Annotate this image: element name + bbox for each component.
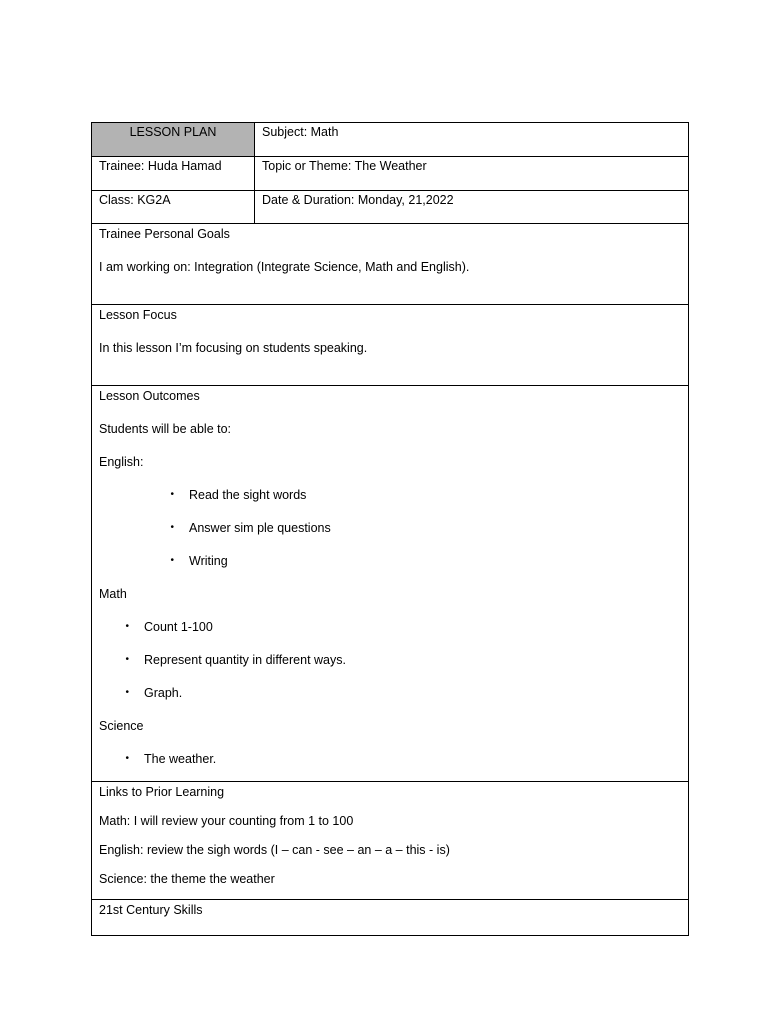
- english-item-text: Read the sight words: [189, 488, 307, 502]
- links-math: Math: I will review your counting from 1 to 100: [99, 814, 354, 828]
- skills-heading: 21st Century Skills: [99, 903, 203, 917]
- focus-row: [92, 305, 688, 386]
- lesson-plan-table: [91, 122, 689, 936]
- focus-heading: Lesson Focus: [99, 308, 177, 322]
- bullet-icon: •: [125, 753, 129, 764]
- list-item: [99, 652, 346, 668]
- science-item-text: The weather.: [144, 752, 217, 766]
- links-row: [92, 782, 688, 900]
- math-item-text: Represent quantity in different ways.: [144, 653, 346, 667]
- topic-cell: Topic or Theme: The Weather: [262, 159, 427, 173]
- date-duration-cell: Date & Duration: Monday, 21,2022: [262, 193, 454, 207]
- bullet-icon: •: [170, 555, 174, 566]
- english-heading: English:: [99, 455, 144, 469]
- goals-row: [92, 224, 688, 305]
- outcomes-block: [92, 386, 353, 781]
- bullet-icon: •: [170, 522, 174, 533]
- list-item: [99, 751, 346, 767]
- list-item: [99, 553, 346, 569]
- goals-heading: Trainee Personal Goals: [99, 227, 230, 241]
- lesson-plan-title: LESSON PLAN: [92, 123, 255, 156]
- subject-cell: Subject: Math: [262, 125, 339, 139]
- focus-text: In this lesson I’m focusing on students speaking.: [99, 341, 368, 355]
- class-row: [92, 191, 688, 224]
- list-item: [99, 487, 346, 503]
- math-item-text: Count 1-100: [144, 620, 213, 634]
- list-item: [99, 520, 346, 536]
- skills-block: [92, 900, 210, 935]
- science-heading: Science: [99, 719, 144, 733]
- links-science: Science: the theme the weather: [99, 872, 275, 886]
- goals-block: [92, 224, 476, 304]
- list-item: [99, 619, 346, 635]
- math-heading: Math: [99, 587, 127, 601]
- list-item: [99, 685, 346, 701]
- links-english: English: review the sigh words (I – can - see – an – a – this - is): [99, 843, 450, 857]
- focus-block: [92, 305, 374, 385]
- bullet-icon: •: [170, 489, 174, 500]
- skills-row: [92, 900, 688, 935]
- english-item-text: Answer sim ple questions: [189, 521, 331, 535]
- header-row: [92, 123, 688, 157]
- trainee-cell: Trainee: Huda Hamad: [92, 157, 255, 190]
- bullet-icon: •: [125, 654, 129, 665]
- trainee-row: [92, 157, 688, 191]
- outcomes-row: [92, 386, 688, 782]
- outcomes-intro: Students will be able to:: [99, 422, 232, 436]
- bullet-icon: •: [125, 621, 129, 632]
- english-item-text: Writing: [189, 554, 228, 568]
- links-block: [92, 782, 457, 899]
- goals-text: I am working on: Integration (Integrate Science, Math and English).: [99, 260, 470, 274]
- math-item-text: Graph.: [144, 686, 183, 700]
- bullet-icon: •: [125, 687, 129, 698]
- class-cell: Class: KG2A: [92, 191, 255, 223]
- links-heading: Links to Prior Learning: [99, 785, 225, 799]
- outcomes-heading: Lesson Outcomes: [99, 389, 200, 403]
